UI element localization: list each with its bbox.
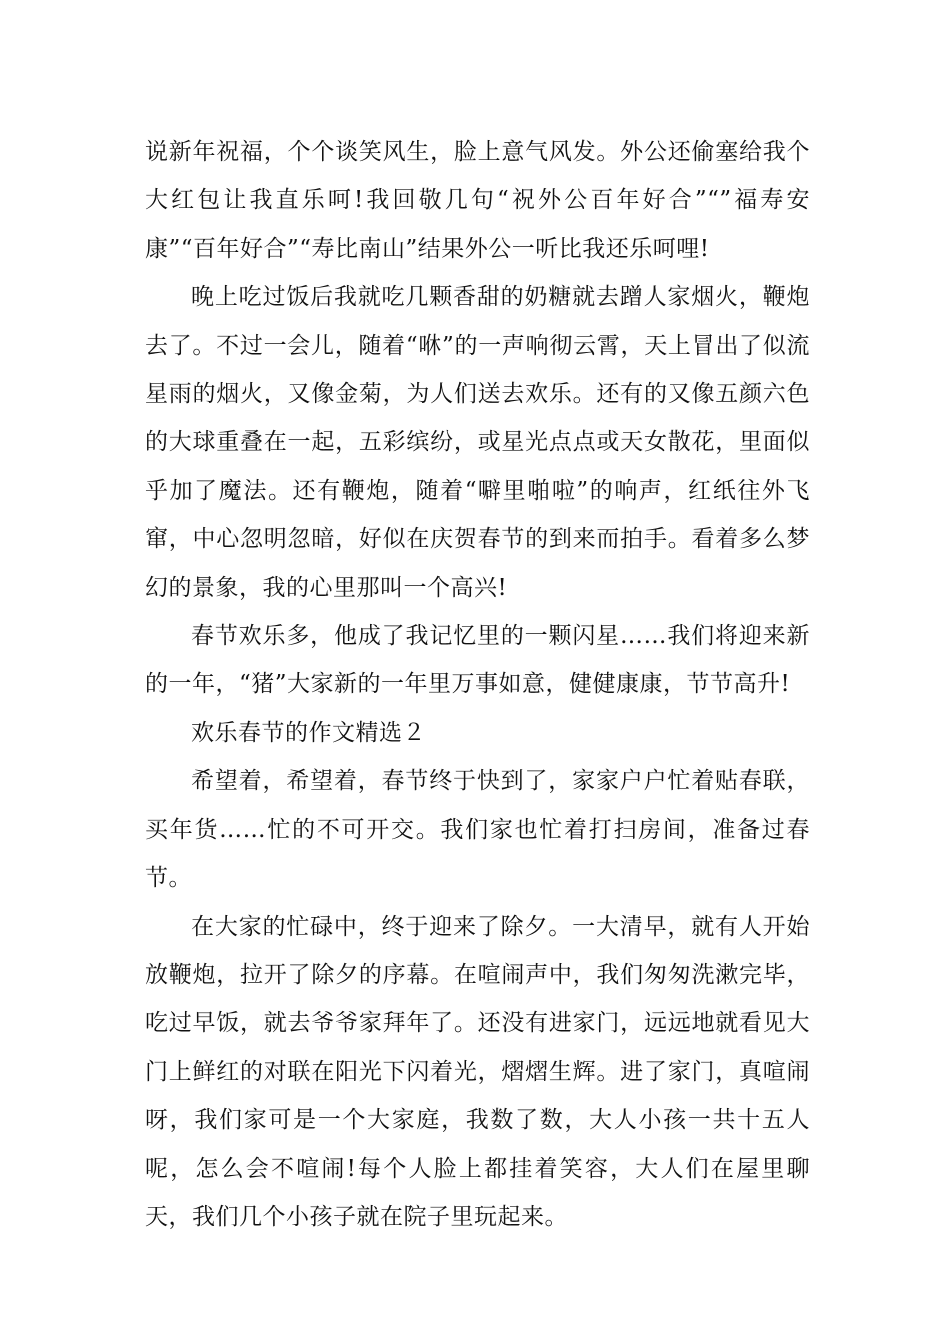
paragraph-new-year-eve: 在大家的忙碌中，终于迎来了除夕。一大清早，就有人开始放鞭炮，拉开了除夕的序幕。在喧闹声中，我们匆匆洗漱完毕，吃过早饭，就去爷爷家拜年了。还没有进家门，远远地就看见大门上鲜红的对联在阳光下闪着光，熠熠生辉。进了家门，真喧闹呀，我们家可是一个大家庭，我数了数，大人小孩一共十五人呢，怎么会不喧闹!每个人脸上都挂着笑容，大人们在屋里聊天，我们几个小孩子就在院子里玩起来。 (145, 913, 810, 1230)
essay-heading: 欢乐春节的作文精选２ (191, 719, 426, 746)
paragraph-spring-festival-memory: 春节欢乐多，他成了我记忆里的一颗闪星……我们将迎来新的一年，“猪”大家新的一年里万事如意，健健康康，节节高升! (145, 623, 810, 698)
paragraph-fireworks: 晚上吃过饭后我就吃几颗香甜的奶糖就去蹭人家烟火，鞭炮去了。不过一会儿，随着“咻”的一声响彻云霄，天上冒出了似流星雨的烟火，又像金菊，为人们送去欢乐。还有的又像五颜六色的大球重叠在一起，五彩缤纷，或星光点点或天女散花，里面似乎加了魔法。还有鞭炮，随着“噼里啪啦”的响声，红纸往外飞窜，中心忽明忽暗，好似在庆贺春节的到来而拍手。看着多么梦幻的景象，我的心里那叫一个高兴! (145, 284, 810, 601)
paragraph-preparation: 希望着，希望着，春节终于快到了，家家户户忙着贴春联，买年货……忙的不可开交。我们家也忙着打扫房间，准备过春节。 (145, 768, 810, 892)
essay-body (145, 128, 810, 1241)
paragraph-new-year-greetings: 说新年祝福，个个谈笑风生，脸上意气风发。外公还偷塞给我个大红包让我直乐呵!我回敬几句“祝外公百年好合”“”福寿安康”“百年好合”“寿比南山”结果外公一听比我还乐呵哩! (145, 139, 810, 262)
